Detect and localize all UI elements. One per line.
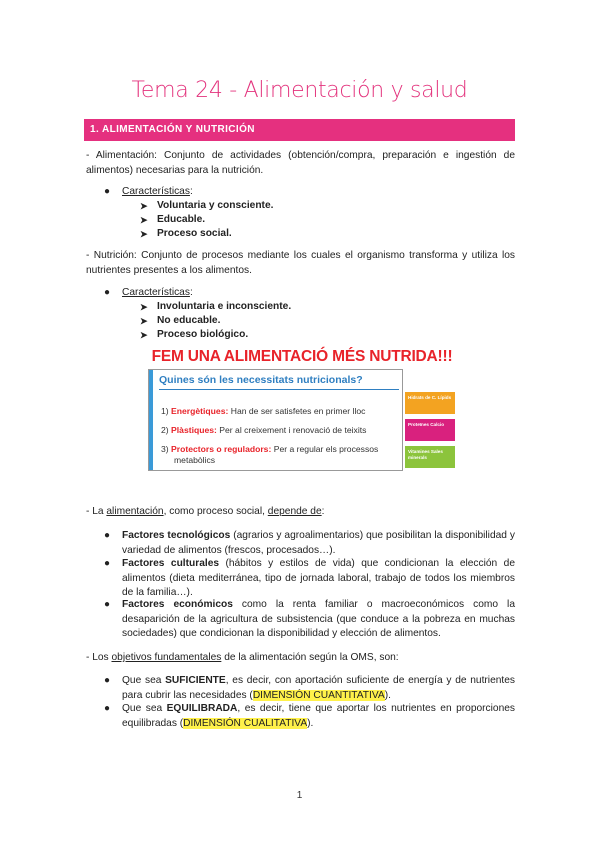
caracteristicas-bullet-1: ● Características: — [104, 186, 193, 197]
bullet-dot: ● — [104, 287, 111, 298]
bullet-dot: ● — [104, 599, 111, 610]
sub-item: ➤ Educable . — [140, 214, 206, 225]
arrow-icon: ➤ — [140, 201, 148, 211]
section-heading: 1. ALIMENTACIÓN Y NUTRICIÓN — [84, 119, 515, 141]
objetivo-item: ● Que sea EQUILIBRADA, es decir, tiene que aportar los nutrientes en proporciones equilibradas (DIMENSIÓN CUALITATIVA). — [104, 702, 515, 731]
tag-hidratos: Hidrats de C. Lípids — [405, 392, 455, 414]
sub-item: ➤ Involuntaria e inconsciente . — [140, 301, 292, 312]
tag-proteinas: Proteïnes Calcio — [405, 419, 455, 441]
factor-item: ● Factores tecnológicos (agrarios y agroalimentarios) que posibilitan la disponibilidad y variedad de alimentos (frescos, procesados…). — [104, 529, 515, 558]
image-accent-bar — [149, 370, 153, 470]
bullet-dot: ● — [104, 558, 111, 569]
caracteristicas-bullet-2: ● Características: — [104, 287, 193, 298]
image-subheading: Quines són les necessitats nutricionals? — [159, 374, 363, 386]
arrow-icon: ➤ — [140, 215, 148, 225]
caracteristicas-label: Características — [122, 287, 190, 298]
sub-item: ➤ Voluntaria y consciente . — [140, 200, 274, 211]
arrow-icon: ➤ — [140, 330, 148, 340]
bullet-dot: ● — [104, 675, 111, 686]
objetivos-intro: - Los objetivos fundamentales de la alimentación según la OMS, son: — [86, 652, 399, 663]
highlight: DIMENSIÓN CUANTITATIVA — [252, 689, 385, 701]
need-item: 2) Plàstiques: Per al creixement i renovació de teixits — [161, 425, 367, 435]
caracteristicas-label: Características — [122, 186, 190, 197]
image-box — [148, 369, 403, 471]
sub-item: ➤ No educable . — [140, 315, 221, 326]
page-number: 1 — [296, 790, 303, 801]
alimentacion-definition: - Alimentación: Conjunto de actividades (obtención/compra, preparación e ingestión de alimentos) necesarias para la nutrición. — [86, 150, 515, 176]
highlight: DIMENSIÓN CUALITATIVA — [183, 717, 308, 729]
need-item: 3) Protectors o reguladors: Per a regular els processos — [161, 444, 379, 454]
page-title: Tema 24 - Alimentación y salud — [131, 78, 468, 103]
alimentacion-social-intro: - La alimentación, como proceso social, depende de: — [86, 506, 325, 517]
arrow-icon: ➤ — [140, 302, 148, 312]
sub-item: ➤ Proceso biológico . — [140, 329, 249, 340]
factor-item: ● Factores económicos como la renta familiar o macroeconómicos como la desaparición de la agricultura de subsistencia (que conduce a la pobreza en muchas sociedades) que condicionan la disponibilidad y elección de alimentos. — [104, 598, 515, 642]
bullet-dot: ● — [104, 186, 111, 197]
image-headline: FEM UNA ALIMENTACIÓ MÉS NUTRIDA!!! — [151, 348, 453, 365]
arrow-icon: ➤ — [140, 316, 148, 326]
image-divider — [159, 389, 399, 390]
tag-vitamines: Vitamines Sales minerals — [405, 446, 455, 468]
bullet-dot: ● — [104, 530, 111, 541]
sub-item: ➤ Proceso social . — [140, 228, 232, 239]
need-item-cont: metabòlics — [174, 455, 216, 465]
nutrition-image — [148, 347, 456, 471]
arrow-icon: ➤ — [140, 229, 148, 239]
bullet-dot: ● — [104, 703, 111, 714]
objetivo-item: ● Que sea SUFICIENTE, es decir, con aportación suficiente de energía y de nutrientes para cubrir las necesidades (DIMENSIÓN CUANTITATIVA). — [104, 674, 515, 703]
factor-item: ● Factores culturales (hábitos y estilos de vida) que condicionan la elección de alimentos (dieta mediterránea, tipo de jornada laboral, trabajo de todos los miembros de la familia…). — [104, 557, 515, 601]
need-item: 1) Energètiques: Han de ser satisfetes en primer lloc — [161, 406, 366, 416]
nutricion-definition: - Nutrición: Conjunto de procesos mediante los cuales el organismo transforma y utiliza los nutrientes presentes a los alimentos. — [86, 250, 515, 276]
